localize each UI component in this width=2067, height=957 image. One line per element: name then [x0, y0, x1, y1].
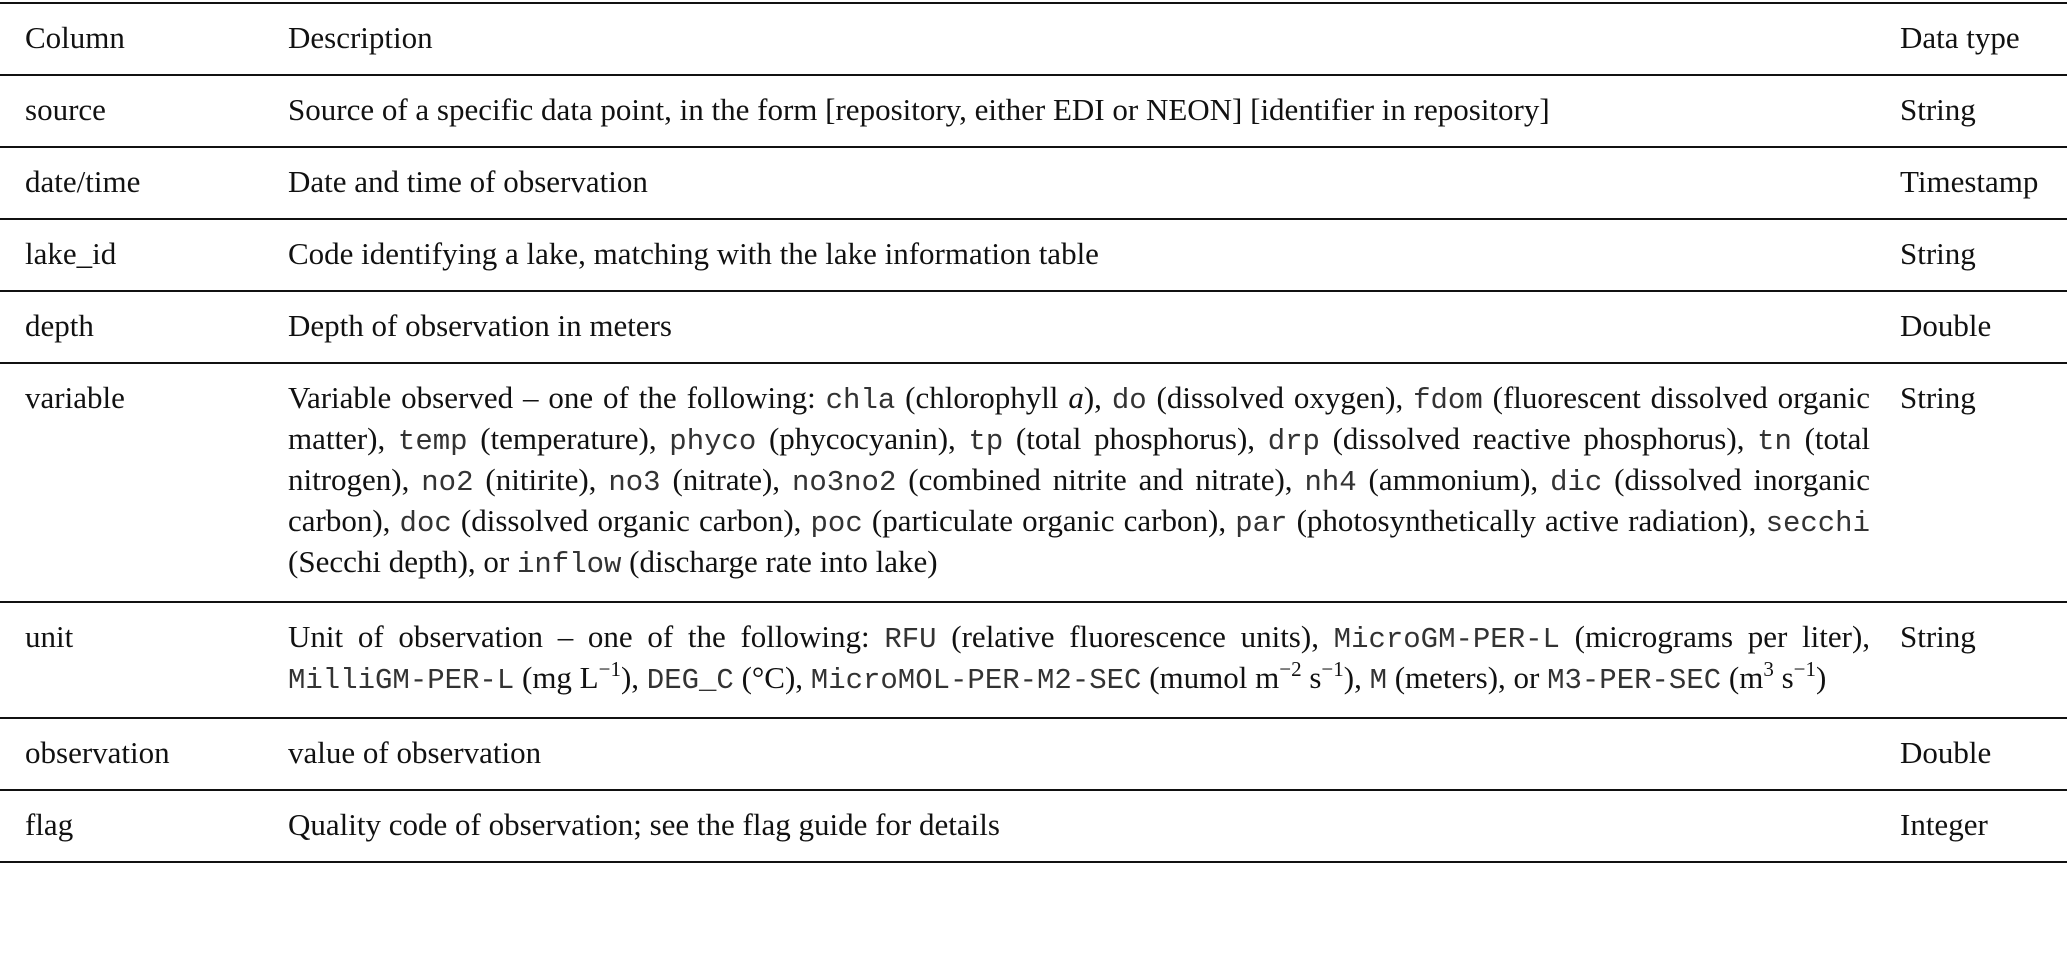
code-token: no3no2 — [791, 466, 897, 499]
description-text: Variable observed – one of the following: — [288, 380, 826, 415]
description-text: Source of a specific data point, in the form [repository, either EDI or NEON] [identifier in repository] — [288, 92, 1550, 127]
code-token: tn — [1757, 425, 1792, 458]
code-token: RFU — [884, 623, 937, 656]
cell-description — [288, 790, 1900, 862]
code-token: doc — [399, 507, 452, 540]
table-row — [0, 790, 2067, 862]
description-text: Unit of observation – one of the following: — [288, 619, 885, 654]
code-token: inflow — [516, 548, 622, 581]
description-text: (dissolved oxygen), — [1146, 380, 1414, 415]
description-text: (ammonium), — [1356, 462, 1551, 497]
code-token: temp — [397, 425, 468, 458]
description-text: (dissolved inorganic carbon), — [288, 462, 1871, 538]
cell-data-type: String — [1900, 92, 1976, 127]
cell-column-name: lake_id — [25, 236, 117, 271]
description-text: ), — [620, 660, 647, 695]
description-text: (photosynthetically active radiation), — [1287, 503, 1766, 538]
cell-column-name: depth — [25, 308, 94, 343]
code-token: MicroMOL-PER-M2-SEC — [810, 664, 1142, 697]
cell-column-name: unit — [25, 619, 74, 654]
code-token: M — [1369, 664, 1387, 697]
description-text: (fluorescent dissolved organic matter), — [288, 380, 1870, 456]
table-row — [0, 718, 2067, 790]
description-text: s — [1773, 660, 1794, 695]
cell-data-type: Double — [1900, 735, 1992, 770]
superscript: 3 — [1763, 657, 1774, 681]
table-row — [0, 147, 2067, 219]
description-text: (meters), or — [1386, 660, 1548, 695]
description-text: Date and time of observation — [288, 164, 648, 199]
code-token: fdom — [1413, 384, 1483, 417]
description-text: (total phosphorus), — [1003, 421, 1268, 456]
description-text: Quality code of observation; see the flag guide for details — [288, 807, 1000, 842]
description-text: (nitrate), — [660, 462, 792, 497]
code-token: DEG_C — [646, 664, 734, 697]
superscript: −1 — [598, 657, 621, 681]
cell-description — [288, 75, 1900, 147]
description-text: Code identifying a lake, matching with the lake information table — [288, 236, 1099, 271]
description-text: Depth of observation in meters — [288, 308, 672, 343]
cell-column-name: observation — [25, 735, 170, 770]
cell-description — [288, 718, 1900, 790]
cell-description — [288, 602, 1900, 718]
data-dictionary-table — [0, 2, 2067, 863]
code-token: phyco — [669, 425, 757, 458]
table-header-row — [0, 3, 2067, 75]
description-text: (dissolved organic carbon), — [451, 503, 811, 538]
cell-description — [288, 147, 1900, 219]
header-column: Column — [25, 20, 125, 55]
code-token: drp — [1267, 425, 1320, 458]
italic-text: a — [1068, 380, 1084, 415]
code-token: chla — [825, 384, 896, 417]
description-text: (particulate organic carbon), — [862, 503, 1236, 538]
cell-column-name: date/time — [25, 164, 141, 199]
header-description: Description — [288, 20, 433, 55]
superscript: −2 — [1279, 657, 1302, 681]
code-token: tp — [968, 425, 1004, 458]
cell-data-type: String — [1900, 236, 1976, 271]
description-text: (total nitrogen), — [288, 421, 1871, 497]
table-row — [0, 291, 2067, 363]
cell-description — [288, 363, 1900, 602]
cell-data-type: Timestamp — [1900, 164, 2039, 199]
header-data-type: Data type — [1900, 20, 2020, 55]
cell-data-type: String — [1900, 380, 1976, 415]
description-text: ) — [1815, 660, 1827, 695]
code-token: secchi — [1765, 507, 1870, 540]
code-token: dic — [1550, 466, 1603, 499]
code-token: nh4 — [1304, 466, 1357, 499]
description-text: (Secchi depth), or — [288, 544, 517, 579]
table-row — [0, 363, 2067, 602]
superscript: −1 — [1793, 657, 1816, 681]
description-text: s — [1301, 660, 1322, 695]
description-text: (mg L — [514, 660, 599, 695]
code-token: M3-PER-SEC — [1547, 664, 1722, 697]
code-token: MilliGM-PER-L — [288, 664, 515, 697]
cell-description — [288, 219, 1900, 291]
cell-data-type: Double — [1900, 308, 1992, 343]
description-text: (phycocyanin), — [756, 421, 969, 456]
description-text: (dissolved reactive phosphorus), — [1319, 421, 1758, 456]
code-token: poc — [810, 507, 863, 540]
description-text: (°C), — [733, 660, 811, 695]
table-row — [0, 75, 2067, 147]
description-text: (discharge rate into lake) — [621, 544, 938, 579]
description-text: (relative fluorescence units), — [936, 619, 1334, 654]
superscript: −1 — [1321, 657, 1344, 681]
code-token: no2 — [421, 466, 474, 499]
code-token: MicroGM-PER-L — [1333, 623, 1560, 656]
cell-column-name: source — [25, 92, 106, 127]
cell-column-name: flag — [25, 807, 74, 842]
description-text: value of observation — [288, 735, 542, 770]
description-text: ), — [1083, 380, 1112, 415]
description-text: (mumol m — [1141, 660, 1280, 695]
table-row — [0, 602, 2067, 718]
description-text: (chlorophyll — [895, 380, 1069, 415]
description-text: (nitirite), — [473, 462, 609, 497]
cell-description — [288, 291, 1900, 363]
table-row — [0, 219, 2067, 291]
description-text: (micrograms per liter), — [1559, 619, 1871, 654]
cell-column-name: variable — [25, 380, 125, 415]
cell-data-type: Integer — [1900, 807, 1988, 842]
code-token: par — [1235, 507, 1288, 540]
code-token: do — [1111, 384, 1147, 417]
description-text: (m — [1721, 660, 1764, 695]
cell-data-type: String — [1900, 619, 1976, 654]
description-text: (combined nitrite and nitrate), — [896, 462, 1305, 497]
description-text: (temperature), — [467, 421, 670, 456]
code-token: no3 — [608, 466, 661, 499]
description-text: ), — [1343, 660, 1370, 695]
